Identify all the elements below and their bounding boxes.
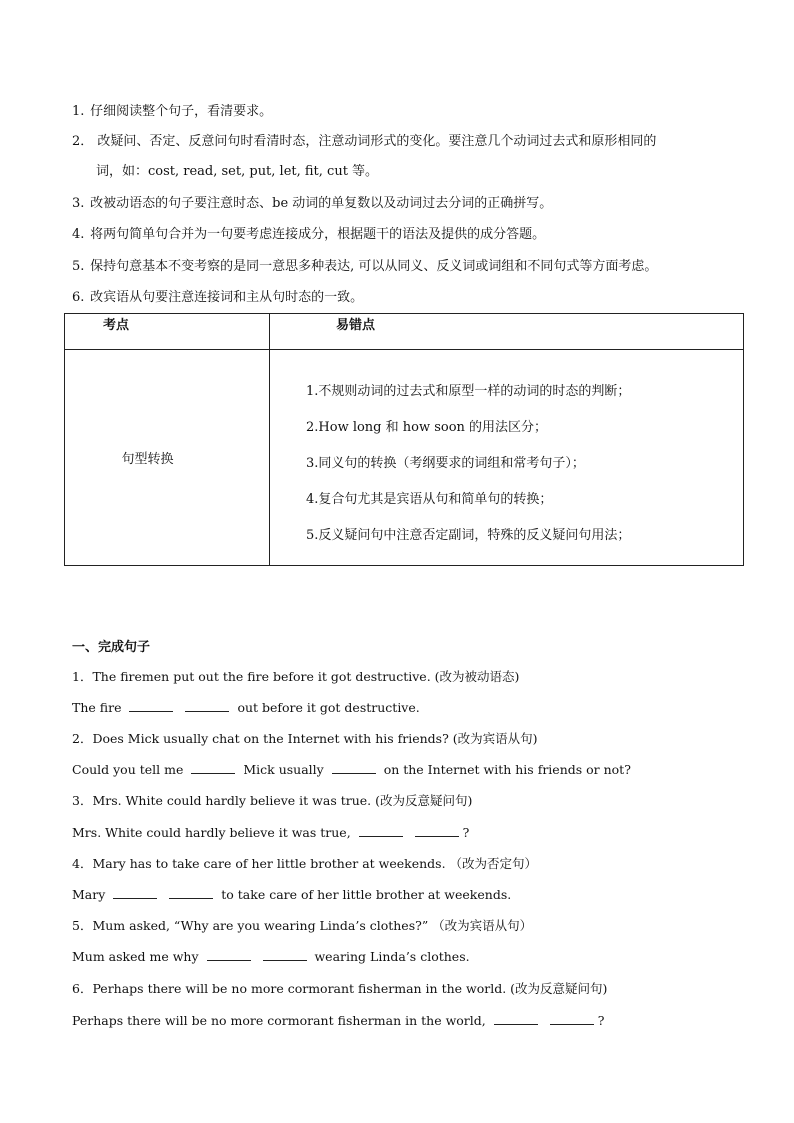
tip-text: 改疑问、否定、反意问句时看清时态，注意动词形式的变化。要注意几个动词过去式和原形相同的: [97, 134, 657, 149]
answer-blank[interactable]: [332, 761, 376, 774]
answer-text: Mary: [72, 887, 106, 902]
question-1-answer: [72, 699, 420, 717]
answer-blank[interactable]: [550, 1012, 594, 1025]
answer-blank[interactable]: [263, 948, 307, 961]
question-6-prompt: 6．Perhaps there will be no more cormorant fisherman in the world. (改为反意疑问句): [72, 981, 608, 996]
error-point: 5.反义疑问句中注意否定副词，特殊的反义疑问句用法；: [306, 528, 631, 543]
answer-text: out before it got destructive.: [237, 700, 420, 715]
question-5-answer: [72, 948, 470, 966]
header-topic: 考点: [65, 314, 270, 350]
question-6-answer: [72, 1012, 604, 1030]
error-point: 1.不规则动词的过去式和原型一样的动词的时态的判断；: [306, 384, 631, 399]
question-5-prompt: 5．Mum asked, “Why are you wearing Linda’s clothes?” （改为宾语从句）: [72, 918, 533, 933]
error-point: 2.How long 和 how soon 的用法区分；: [306, 420, 548, 435]
section-title: 一、完成句子: [72, 640, 151, 655]
question-2-answer: [72, 761, 631, 779]
tip-1: [72, 103, 272, 121]
question-4-prompt: 4．Mary has to take care of her little brother at weekends. （改为否定句）: [72, 856, 538, 871]
header-error-points: 易错点: [270, 314, 744, 350]
answer-blank[interactable]: [185, 699, 229, 712]
answer-text: Mum asked me why: [72, 949, 199, 964]
answer-blank[interactable]: [129, 699, 173, 712]
topic-cell: 句型转换: [65, 350, 270, 566]
question-2-prompt: 2．Does Mick usually chat on the Internet with his friends? (改为宾语从句): [72, 731, 538, 746]
answer-blank[interactable]: [415, 824, 459, 837]
error-point: 3.同义句的转换（考纲要求的词组和常考句子）；: [306, 456, 585, 471]
tip-text: 改被动语态的句子要注意时态、be 动词的单复数以及动词过去分词的正确拼写。: [90, 196, 553, 211]
tip-4: [72, 226, 545, 244]
tip-number: 4.: [72, 227, 85, 242]
question-3-answer: [72, 824, 469, 842]
answer-text: ?: [597, 1013, 605, 1028]
tip-3: [72, 195, 552, 213]
answer-text: Mrs. White could hardly believe it was true,: [72, 825, 351, 840]
table-header-row: [65, 314, 744, 350]
tip-number: 1.: [72, 104, 85, 119]
tip-6: [72, 289, 363, 307]
tip-text: 改宾语从句要注意连接词和主从句时态的一致。: [90, 290, 364, 305]
answer-text: on the Internet with his friends or not?: [383, 762, 631, 777]
error-point: 4.复合句尤其是宾语从句和简单句的转换；: [306, 492, 553, 507]
answer-text: Mick usually: [243, 762, 324, 777]
question-1-prompt: 1．The firemen put out the fire before it got destructive. (改为被动语态): [72, 669, 520, 684]
points-cell: [270, 350, 744, 566]
tip-5: [72, 258, 657, 276]
tip-number: 3.: [72, 196, 85, 211]
answer-blank[interactable]: [494, 1012, 538, 1025]
answer-blank[interactable]: [207, 948, 251, 961]
question-3-prompt: 3．Mrs. White could hardly believe it was true. (改为反意疑问句): [72, 793, 473, 808]
tip-2: [72, 133, 656, 151]
answer-blank[interactable]: [191, 761, 235, 774]
tip-number: 5.: [72, 259, 85, 274]
answer-text: to take care of her little brother at weekends.: [221, 887, 512, 902]
tip-text: 将两句简单句合并为一句要考虑连接成分，根据题干的语法及提供的成分答题。: [90, 227, 546, 242]
tip-number: 6.: [72, 290, 85, 305]
question-4-answer: [72, 886, 511, 904]
table-row: [65, 350, 744, 566]
tip-text: 保持句意基本不变考察的是同一意思多种表达, 可以从同义、反义词或词组和不同句式等方面考虑。: [90, 259, 658, 274]
answer-text: ?: [462, 825, 470, 840]
answer-text: wearing Linda’s clothes.: [314, 949, 470, 964]
tip-2-continued: [96, 163, 378, 181]
answer-blank[interactable]: [169, 886, 213, 899]
tip-text: 词，如：cost, read, set, put, let, fit, cut 等。: [96, 164, 379, 179]
tip-text: 仔细阅读整个句子，看清要求。: [90, 104, 273, 119]
tip-number: 2．: [72, 134, 94, 149]
key-points-table: [64, 313, 744, 566]
answer-blank[interactable]: [359, 824, 403, 837]
answer-text: Perhaps there will be no more cormorant fisherman in the world,: [72, 1013, 486, 1028]
answer-text: Could you tell me: [72, 762, 184, 777]
answer-blank[interactable]: [113, 886, 157, 899]
answer-text: The fire: [72, 700, 122, 715]
